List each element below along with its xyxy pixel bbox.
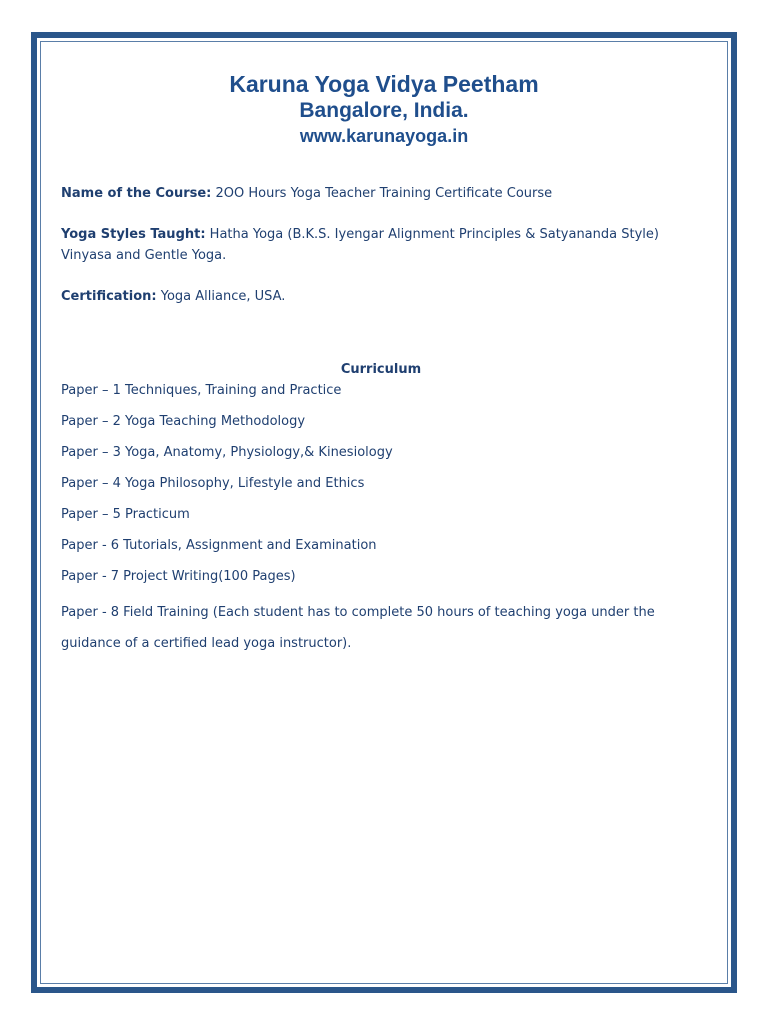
- curriculum-item: Paper - 7 Project Writing(100 Pages): [61, 569, 296, 584]
- certification-field: [61, 286, 701, 307]
- course-name-field: [61, 183, 701, 204]
- document-body: [61, 183, 701, 669]
- document-header: [37, 70, 731, 148]
- course-name-value: 2OO Hours Yoga Teacher Training Certificate Course: [211, 186, 553, 201]
- yoga-styles-value: Hatha Yoga (B.K.S. Iyengar Alignment Principles & Satyananda Style) Vinyasa and Gentle Yoga.: [61, 227, 659, 263]
- curriculum-item: Paper – 3 Yoga, Anatomy, Physiology,& Kinesiology: [61, 445, 393, 460]
- certification-label: Certification:: [61, 289, 157, 304]
- curriculum-list: [61, 380, 701, 659]
- curriculum-item: Paper – 5 Practicum: [61, 507, 190, 522]
- course-name-label: Name of the Course:: [61, 186, 212, 201]
- curriculum-item: Paper - 6 Tutorials, Assignment and Examination: [61, 538, 377, 553]
- curriculum-item: Paper – 1 Techniques, Training and Practice: [61, 383, 342, 398]
- yoga-styles-label: Yoga Styles Taught:: [61, 227, 206, 242]
- institute-location: Bangalore, India.: [299, 99, 469, 122]
- curriculum-item: Paper – 2 Yoga Teaching Methodology: [61, 414, 306, 429]
- curriculum-item: Paper – 4 Yoga Philosophy, Lifestyle and Ethics: [61, 476, 365, 491]
- yoga-styles-field: [61, 224, 701, 266]
- certification-value: Yoga Alliance, USA.: [156, 289, 286, 304]
- institute-title: Karuna Yoga Vidya Peetham: [229, 71, 539, 97]
- institute-website: www.karunayoga.in: [299, 126, 469, 146]
- curriculum-heading: Curriculum: [340, 362, 422, 377]
- curriculum-item: Paper - 8 Field Training (Each student has to complete 50 hours of teaching yoga under the guidance of a certified lead yoga instructor).: [61, 605, 655, 651]
- page-border: [31, 32, 737, 993]
